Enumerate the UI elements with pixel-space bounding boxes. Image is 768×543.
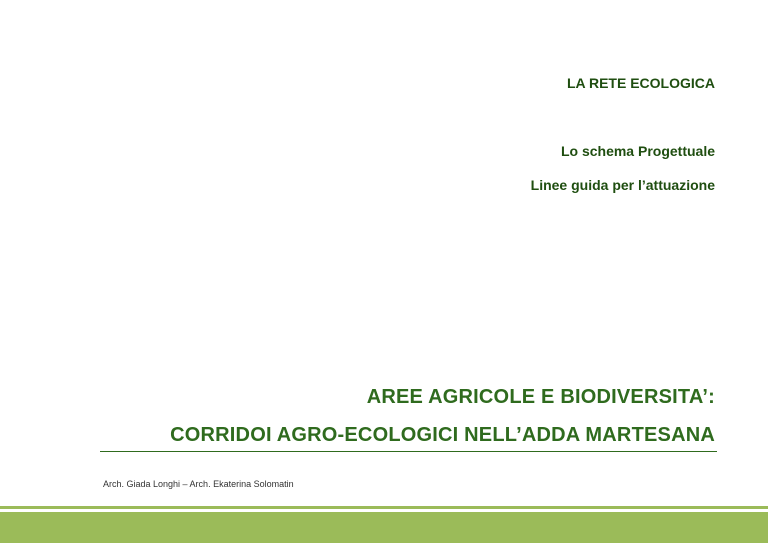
- section-title: LA RETE ECOLOGICA: [566, 75, 715, 91]
- title-underline-divider: [100, 451, 717, 452]
- subtitle-guidelines: Linee guida per l’attuazione: [530, 177, 715, 193]
- footer-thin-stripe: [0, 506, 768, 509]
- subtitle-schema: Lo schema Progettuale: [560, 143, 715, 159]
- main-title-line-2: CORRIDOI AGRO-ECOLOGICI NELL’ADDA MARTESANA: [170, 424, 715, 446]
- footer-color-band: [0, 512, 768, 543]
- authors-credit: Arch. Giada Longhi – Arch. Ekaterina Solomatin: [103, 479, 294, 489]
- main-title-line-1: AREE AGRICOLE E BIODIVERSITA’:: [366, 386, 715, 408]
